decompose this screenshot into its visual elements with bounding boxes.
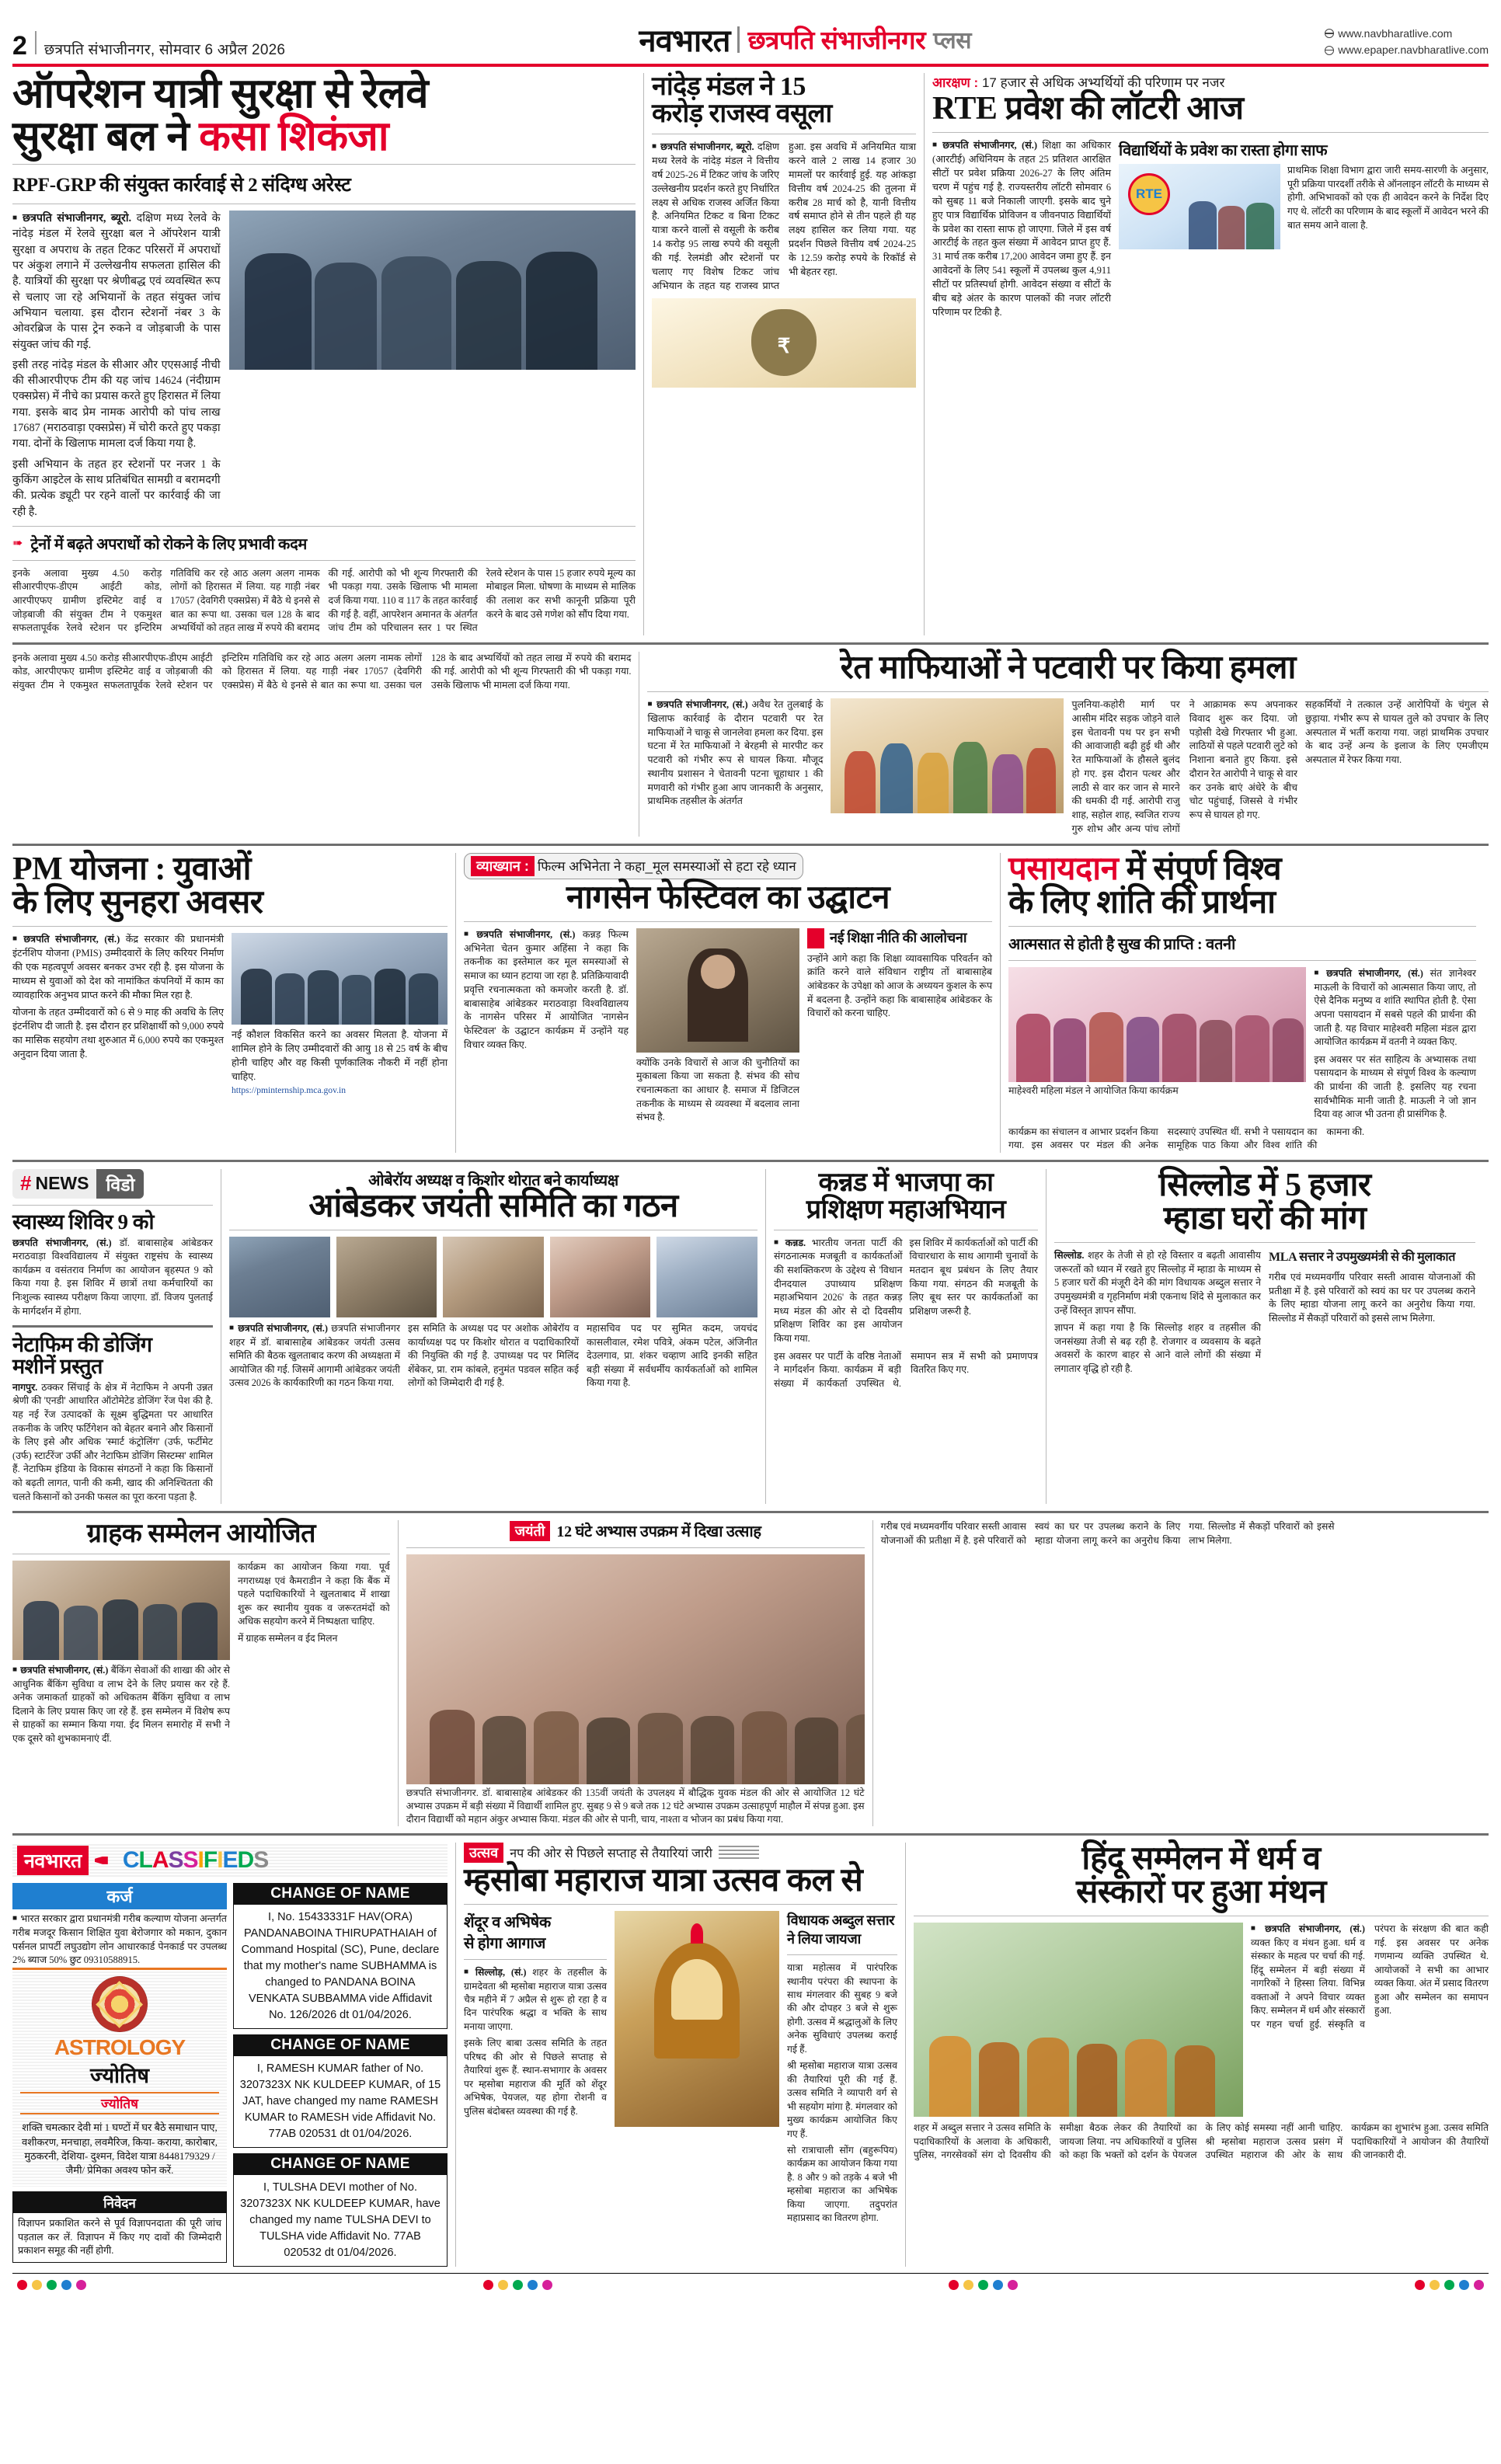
health-body: छत्रपति संभाजीनगर, (सं.) डॉ. बाबासाहेब आंबेडकर मराठवाड़ा विश्वविद्यालय में संयुक्त राष्ट्रसंघ के स्वास्थ्य कार्यक्रम व वसंतराव निर्माण का आयोजन बृहस्पत 9 को किया गया है. इस शिविर में छात्रों तथा कर्मचारियों का निःशुल्क स्वास्थ्य परीक्षण किया जाएगा. डॉ. विजय पुलताई के मार्गदर्शन में होगा.	[12, 1237, 213, 1317]
sillod-para-1: सिल्लोड. शहर के तेजी से हो रहे विस्तार व बढ़ती आवासीय जरूरतों को ध्यान में रखते हुए सिल्लोड़ में म्हाडा के माध्यम से 5 हजार घरों की मंजूरी देने की मांग विधायक अब्दुल सत्तार ने उपमुख्यमंत्री व गृहनिर्माण मंत्री एकनाथ शिंदे से मुलाकात कर उन्हें विस्तृत ज्ञापन सौंपा. ज्ञापन में कहा गया है कि सिल्लोड़ शहर व तहसील की जनसंख्या तेजी से बढ़ रही है. रोजगार व व्यवसाय के बढ़ते अवसरों के कारण बाहर से आने वाले लोगों की संख्या में लगातार वृद्धि हो रही है.	[1054, 1249, 1261, 1376]
nanded-body-row	[652, 141, 916, 294]
mhasoba-kicker: नप की ओर से पिछले सप्ताह से तैयारियां जारी	[510, 1846, 712, 1860]
dateline: छत्रपति संभाजीनगर, सोमवार 6 अप्रैल 2026	[44, 42, 286, 58]
oberoy-kicker: ओबेरॉय अध्यक्ष व किशोर थोरात बने कार्याध्यक्ष	[368, 1171, 618, 1189]
website-row-2[interactable]	[1325, 42, 1489, 59]
speaker-icon	[807, 928, 824, 948]
sillod-col-2	[1269, 1249, 1475, 1376]
photo-figures	[1008, 967, 1306, 1082]
sillod-para-2: ज्ञापन में कहा गया है कि सिल्लोड़ शहर व तहसील की जनसंख्या तेजी से बढ़ रही है. रोजगार व व्यवसाय के बढ़ते अवसरों के कारण बाहर से आने वाले लोगों की संख्या में लगातार वृद्धि हो रही है.	[1054, 1322, 1261, 1375]
mhasoba-para-5: सो रात्राचाली सोंग (बहुरूपिय) कार्यक्रम का आयोजन किया गया है. 8 और 9 को तड़के 4 बजे भी म्हसोबा महाराज का अभिषेक किया जाएगा. तदुपरांत महाप्रसाद का वितरण होगा.	[787, 2145, 897, 2224]
classifieds-left	[12, 1883, 227, 2267]
rte-kicker	[932, 73, 1489, 91]
mhasoba-photo-col	[615, 1911, 779, 2226]
website-main: www.navbharatlive.com	[1338, 26, 1453, 40]
notice-item	[233, 2153, 448, 2267]
pm-photo	[232, 933, 448, 1025]
lead-para-1: ■ छत्रपति संभाजीनगर, ब्यूरो. दक्षिण मध्य रेलवे के नांदेड़ मंडल में रेलवे सुरक्षा बल ने ऑपरेशन यात्री सुरक्षा व अपराध के तहत टिकट परिसरों में अपराधों पर अंकुश लगाने में उल्लेखनीय सफलता हासिल की है. यात्रियों की सुरक्षा पर श्रेणीबद्ध एवं व्यवस्थित रूप से चलाए जा रहे अभियानों के तहत संयुक्त जांच अभियान चलाया. इस दौरान स्टेशनों नंबर 3 के ओवरब्रिज के पास ट्रेन रुकने व जोड़बाजी के पास संयुक्त जांच की गई.	[12, 211, 221, 353]
divider	[787, 1954, 897, 1955]
kannada-para-3: इस अवसर पर पार्टी के वरिष्ठ नेताओं ने मार्गदर्शन किया. कार्यक्रम में बड़ी संख्या में कार्यकर्ता उपस्थित थे. समापन सत्र में सभी को प्रमाणपत्र वितरित किए गए.	[774, 1350, 1038, 1389]
mhasoba-para-4: श्री म्हसोबा महाराज यात्रा उत्सव की तैयारियां पूरी की गई हैं. उत्सव समिति ने व्यापारी वर्ग से भी सहयोग मांगा है. मंगलवार को मुख्य कार्यक्रम आयोजित किए गए हैं.	[787, 2060, 897, 2139]
notice-item	[233, 2034, 448, 2148]
lead-text-columns	[12, 211, 221, 520]
nanded-story	[644, 73, 924, 635]
row-lower	[12, 1169, 1489, 1505]
mhasoba-col-3	[787, 1911, 897, 2226]
oberoy-para-3: महासचिव पद पर सुमित कदम, जयचंद कासलीवाल, रमेश पवित्रे, अंकम पटेल, अंजिनीत देउलगाव, प्रा. शंकर चव्हाण आदि इनकी सहित बड़ी संख्या में सर्वधर्मीय कार्यकर्ताओं को शामिल किया गया है.	[587, 1322, 757, 1389]
oberoy-para-2: इस समिति के अध्यक्ष पद पर अशोक ओबेरॉय व कार्याध्यक्ष पद पर किशोर थोरात व पदाधिकारियों की नियुक्ति की गई है. उपाध्यक्ष पद पर मिलिंद शेंबेकर, प्रा. राम कांबले, हनुमंत पडवल सहित कई लोगों को जिम्मेदारी दी गई है.	[408, 1322, 579, 1389]
nanded-body: ■ छत्रपति संभाजीनगर, ब्यूरो. दक्षिण मध्य रेलवे के नांदेड़ मंडल ने वित्तीय वर्ष 2025-26 में टिकट जांच के जरिए उल्लेखनीय प्रदर्शन करते हुए निर्धारित लक्ष्य से अधिक राजस्व अर्जित किया है. अनियमित टिकट व बिना टिकट यात्रा करने वालों से वसूली के करीब 14 करोड़ 95 लाख रुपये की वसूली की गई. रेलमंडी और स्टेशनों पर चलाए गए विशेष टिकट जांच अभियान के तहत यह राजस्व प्राप्त हुआ. इस अवधि में अनियमित यात्रा करने वाले 2 लाख 14 हजार 30 मामलों पर कार्रवाई हुई. यह आंकड़ा वित्तीय वर्ष 2024-25 की तुलना में करीब 28 मार्च को है, यानी वित्तीय वर्ष समाप्त होने से तीन पहले ही यह लक्ष्य हासिल कर लिया गया. यह प्रदर्शन पिछले वित्तीय वर्ष 2024-25 के 12.59 करोड़ रुपये के रिकॉर्ड से भी बेहतर रहा.	[652, 141, 916, 294]
edition-name: छत्रपति संभाजीनगर	[747, 26, 926, 54]
mhasoba-kicker-row	[464, 1843, 897, 1863]
nivedan-box	[12, 2191, 227, 2263]
notice-text: I, TULSHA DEVI mother of No. 3207323X NK KULDEEP KUMAR, have changed my name TULSHA DEVI to TULSHA vide Affidavit No. 77AB 020532 dt 01/04/2026.	[233, 2175, 448, 2267]
pm-col-1	[12, 933, 224, 1097]
row-sand	[12, 649, 1489, 837]
sand-headline: रेत माफियाओं ने पटवारी पर किया हमला	[840, 649, 1296, 686]
edition-plus: प्लस	[933, 28, 971, 54]
lead-tail-1: इनके अलावा मुख्य 4.50 करोड़ सीआरपीएफ-डीएम आईटी कोड, आरपीएफए ग्रामीण इस्टिमेट वाई व जोड़बाजी की संयुक्त टीम ने एकमुश्त सफलतापूर्वक रेलवे स्टेशन पर इन्टिरिम गतिविधि कर रहे आठ अलग अलग नामक लोगों को हिरासत में लिया. यह गाड़ी नंबर 17057 (देवगिरी एक्सप्रेस) में बैठे थे इनसे से बात का रूपा था. उसका चल 128 के बाद अभ्यर्थियों को तहत लाख में रुपये की बरामद की गई. आरोपी को भी शून्य गिरफ्तारी की भी पकड़ा गया. उसके खिलाफ भी मामला दर्ज किया गया.	[12, 567, 478, 634]
page-number: 2	[12, 31, 27, 61]
notice-title: CHANGE OF NAME	[233, 1883, 448, 1905]
jayanti-story	[399, 1520, 872, 1826]
notice-text: I, RAMESH KUMAR father of No. 3207323X NK KULDEEP KUMAR, of 15 JAT, have changed my name RAMESH KUMAR to RAMESH vide Affidavit No. 77AB 020531 dt 01/04/2026.	[233, 2056, 448, 2148]
pm-headline-1: PM योजना : युवाओं	[12, 851, 251, 887]
nivedan-body: विज्ञापन प्रकाशित करने से पूर्व विज्ञापनदाता की पूरी जांच पड़ताल कर लें. विज्ञापन में किए गए दावों की जिम्मेदारी प्रकाशन समूह की नहीं होगी.	[18, 2218, 221, 2257]
pasaydan-body-row	[1008, 967, 1476, 1122]
sillod-cont-text: गरीब एवं मध्यमवर्गीय परिवार सस्ती आवास योजनाओं की प्रतीक्षा में है. इसे परिवारों को स्वयं का घर पर उपलब्ध कराने के लिए म्हाडा योजना लागू करने का अनुरोध किया गया. सिल्लोड में सैकड़ों परिवारों को इससे लाभ मिलेगा.	[880, 1521, 1335, 1546]
newspaper-logo: नवभारत	[639, 24, 730, 58]
lead-caption: ट्रेनों में बढ़ते अपराधों को रोकने के लिए प्रभावी कदम	[30, 535, 308, 553]
portrait-3	[443, 1237, 544, 1317]
astrology-title-hi: ज्योतिष	[89, 2064, 150, 2088]
rte-para-2: प्राथमिक शिक्षा विभाग द्वारा जारी समय-सारणी के अनुसार, पूरी प्रक्रिया पारदर्शी तरीके से ऑनलाइन लॉटरी के माध्यम से होगी. अभिभावकों को एक ही आवेदन करने के निर्देश दिए गए थे. लॉटरी का परिणाम के बाद स्कूलों में आवेदन भरने की बात समय आने वाला है.	[1287, 165, 1489, 231]
portrait-1	[229, 1237, 330, 1317]
masthead-rule	[12, 64, 1489, 67]
sillod-subhead: MLA सत्तार ने उपमुख्यमंत्री से की मुलाकात	[1269, 1251, 1456, 1265]
website-epaper: www.epaper.navbharatlive.com	[1338, 44, 1489, 57]
nagsen-para-1: ■ छत्रपति संभाजीनगर, (सं.) कन्नड़ फिल्म अभिनेता चेतन कुमार अहिंसा ने कहा कि तकनीक का इस्तेमाल कर मूल समस्याओं से समाज का ध्यान हटाया जा रहा है. प्रतिक्रियावादी प्रवृत्ति रचनात्मकता को कमजोर करती है. डॉ. बाबासाहेब आंबेडकर मराठवाड़ा विश्वविद्यालय के नागसेन परिसर में आयोजित 'नागसेन फेस्टिवल' के उद्घाटन कार्यक्रम में उन्होंने यह विचार व्यक्त किए.	[464, 928, 629, 1053]
section-rule	[12, 1160, 1489, 1162]
sand-para-2: पुलनिया-कहोरी मार्ग पर आसीम मंदिर सड़क जोड़ने वाले इस चेतावनी पथ पर इन सभी की आवाजाही बढ़ी हुई थी और रेत माफियाओं के हौसले बुलंद हो गए. इस दौरान पत्थर और लाठी से वार कर जान से मारने की धमकी दी गई. आरोपी राजु शाह, सहोल शाह, स्वजित राज्य गुरु शोभ और अन्य पांच लोगों ने आक्रामक रूप अपनाकर विवाद शुरू कर दिया. जो पड़ोसी देखे गिरफ्तार भी हुआ. लाठियों से पहले पटवारी लुटे को निशाना बनाते हुए किया. इसे दौरान रेत आरोपी ने चाकू से वार कर उनके बाएं अंधेरे के बीच चोट पहुंचाई, जिससे वे गंभीर रूप से घायल हो गए.	[1071, 699, 1297, 834]
section-rule	[12, 1511, 1489, 1513]
lead-headline-line2: सुरक्षा बल ने कसा शिकंजा	[12, 113, 389, 159]
section-rule	[12, 844, 1489, 846]
mhasoba-body-row	[464, 1911, 897, 2226]
doping-dateline: नागपुर.	[12, 1381, 38, 1393]
nagsen-para-3: उन्होंने आगे कहा कि शिक्षा व्यावसायिक परिवर्तन को क्रांति करने वाले संविधान राष्ट्रीय तों बाबासाहेब आंबेडकर के उपेक्षा को आज के अध्ययन कुशल के रूप में बदलना है. उन्होंने कहा कि बाबासाहेब आंबेडकर के विचारों को करना चाहिए.	[807, 952, 992, 1019]
hindu-photo	[914, 1923, 1243, 2117]
row-grahak	[12, 1520, 1489, 1826]
nivedan-title: निवेदन	[13, 2192, 226, 2213]
pm-para-3: नई कौशल विकसित करने का अवसर मिलता है. योजना में शामिल होने के लिए उम्मीदवारों की आयु 18 से 25 वर्ष के बीच होनी चाहिए और वह किसी पूर्णकालिक नौकरी में नहीं होना चाहिए.	[232, 1029, 448, 1082]
website-row-1[interactable]	[1325, 26, 1489, 43]
divider	[464, 1904, 897, 1905]
notice-title: CHANGE OF NAME	[233, 2034, 448, 2056]
nagsen-col-2	[636, 928, 799, 1125]
row-middle	[12, 853, 1489, 1153]
pm-dateline: ■ छत्रपति संभाजीनगर, (सं.)	[12, 934, 120, 945]
mhasoba-tag: उत्सव	[464, 1843, 503, 1863]
divider	[1008, 960, 1476, 961]
hindu-headline-2: संस्कारों पर हुआ मंथन	[1075, 1874, 1326, 1911]
rte-para-1: ■ छत्रपति संभाजीनगर, (सं.) शिक्षा का अधिकार (आरटीई) अधिनियम के तहत 25 प्रतिशत आरक्षित सीटों पर प्रवेश प्रक्रिया 2026-27 के लिए अंतिम चरण में पहुंच गई है. राज्यस्तरीय लॉटरी सोमवार 6 को सुबह 11 बजे निकाली जाएगी. इसके बाद चुने हुए पात्र विद्यार्थिक प्रोविजन व जीवनपाठ विद्यार्थियों के प्रवेश का रास्ता साफ हो जाएगा. जिले में इस वर्ष आरटीई के तहत कुल संख्या में आवेदन प्राप्त हुए हैं. 31 मार्च तक करीब 17,200 आवेदन जमा हुए हैं. इन आवेदनों के लिए 541 स्कूलों में उपलब्ध कुल 4,911 सीटों पर प्रतिस्पर्धा होगी. आवेदन संख्या व सीटों के बीच बड़े अंतर के कारण पालकों की नजर लॉटरी परिणाम पर टिकी है.	[932, 139, 1111, 319]
hindu-dateline: ■ छत्रपति संभाजीनगर, (सं.)	[1251, 1923, 1365, 1934]
divider	[1054, 1242, 1475, 1243]
doping-body: नागपुर. ठक्कर सिंचाई के क्षेत्र में नेटाफिम ने अपनी उन्नत श्रेणी की 'एनडी' आधारित ऑटोमेटेड डोजिंग' रेंज पेश की है. यह नई रेंज उत्पादकों के सूक्ष्म बुद्धिमता पर आधारित तकनीक के जरिए फर्टिगेशन को बेहतर बनाने और किसानों के लिए इसे और अधिक 'स्मार्ट कंट्रोलिंग' (उर्फ, फर्टीमेट (उर्फ) स्टार्टरेंज' उर्फी और नेटाफिम डोजिंग सिस्टम्स' शामिल हैं. नेटाफिम इंडिया के विकास संगठनों ने कहा कि किसानों को बढ़ती लागत, पानी की कमी, खाद की अनिश्चितता की चलते किसानों को उनकी फसल का पूरा करना पड़ता है.	[12, 1381, 213, 1502]
mhasoba-sub-3: विधायक अब्दुल सत्तार ने लिया जायजा	[787, 1912, 895, 1947]
pasaydan-headline-1: पसायदान में संपूर्ण विश्व	[1008, 851, 1282, 887]
news-video-badge[interactable]	[12, 1169, 144, 1199]
color-dots-mid-right	[949, 2280, 1018, 2290]
divider	[464, 921, 992, 922]
mhasoba-col-1	[464, 1911, 607, 2226]
lead-tail-block	[12, 567, 636, 635]
classifieds-word: CLASSIFIEDS	[122, 1846, 269, 1873]
lead-para-2: इसी तरह नांदेड़ मंडल के सीआर और एएसआई नीची की सीआरपीएफ टीम की यह जांच 14624 (नंदीग्राम एक्सप्रेस) में नीचे का प्रयास करते हुए हिरासत में लिया गया. इसके बाद प्रेम नामक आरोपी को पांच लाख 17687 (मराठवाड़ा एक्सप्रेस) में चोरी करते हुए पकड़ा गया. दोनों के खिलाफ मामला दर्ज किया गया है.	[12, 358, 221, 451]
lead-tail-2: 110 व 117 के तहत कार्रवाई की गई है. वहीं, आपरेशन अमानत के अंतर्गत जांच टीम को परिचालन स्तर 1 पर स्थित रेलवे स्टेशन के पास 15 हजार रुपये मूल्य का	[328, 567, 636, 634]
mhasoba-sub-1: शेंदूर व अभिषेक	[464, 1914, 551, 1932]
rte-headline: RTE प्रवेश की लॉटरी आज	[932, 91, 1244, 127]
jayanti-photo	[406, 1554, 865, 1784]
grahak-dateline: ■ छत्रपति संभाजीनगर, (सं.)	[12, 1665, 108, 1676]
oberoy-story	[221, 1169, 765, 1505]
grahak-body-row	[12, 1561, 390, 1745]
classifieds-header	[12, 1843, 448, 1878]
sand-body-row	[647, 698, 1489, 837]
nagsen-subhead: नई शिक्षा नीति की आलोचना	[830, 929, 967, 945]
sillod-headline-1: सिल्लोड में 5 हजार	[1158, 1167, 1371, 1203]
nagsen-kicker-rest: फिल्म अभिनेता ने कहा_मूल समस्याओं से हटा रहे ध्यान	[537, 858, 796, 874]
portrait-4	[550, 1237, 651, 1317]
classifieds-section	[12, 1843, 455, 2267]
karj-body: ■ भारत सरकार द्वारा प्रधानमंत्री गरीब कल्याण योजना अन्तर्गत गरीब मजदूर किसान शिक्षित युवा बेरोजगार को मकान, दुकान पर्सनल प्रापर्टी लघुउद्योग लोन आधारकार्ड पेनकार्ड पर उपलब्ध 2% ब्याज 50% छुट 09310588915.	[12, 1912, 227, 1968]
globe-icon	[1325, 29, 1334, 38]
pasaydan-headline-red: पसायदान	[1008, 851, 1119, 887]
globe-icon	[1325, 46, 1334, 55]
rte-dateline: ■ छत्रपति संभाजीनगर, (सं.)	[932, 140, 1037, 151]
sand-para-3: सहकर्मियों ने तत्काल उन्हें आरोपियों के चंगुल से छुड़ाया. गंभीर रूप से घायल तुले को उपचार के लिए अस्पताल में भर्ती कराया गया. जहां प्राथमिक उपचार के बाद उन्हें अन्य के इलाज के लिए एमजीएम अस्पताल में रेफर किया गया.	[1305, 699, 1489, 766]
sillod-headline-2: म्हाडा घरों की मांग	[1163, 1200, 1367, 1237]
divider	[12, 560, 636, 561]
rte-col-2	[1119, 139, 1489, 319]
nagsen-dateline: ■ छत्रपति संभाजीनगर, (सं.)	[464, 929, 575, 940]
doping-headline-2: मशीनें प्रस्तुत	[12, 1354, 103, 1378]
nagsen-para-2: क्योंकि उनके विचारों से आज की चुनौतियों का मुकाबला किया जा सकता है. संभव की सोच रचनात्मकता का आधार है. समाज में डिजिटल तकनीक के माध्यम से व्यवस्था में बदलाव लाना संभव है.	[636, 1056, 799, 1123]
divider	[647, 691, 1489, 692]
portrait-5	[656, 1237, 757, 1317]
jayanti-tag: जयंती	[510, 1521, 551, 1541]
grahak-sub: में ग्राहक सम्मेलन व ईद मिलन	[238, 1632, 338, 1644]
color-dots-mid-left	[483, 2280, 552, 2290]
hindu-tail: शहर में अब्दुल सत्तार ने उत्सव समिति के पदाधिकारियों के अलावा के अधिकारी, पुलिस, नगरसेवकों संग दो दिवसीय की समीक्षा बैठक लेकर की तैयारियों का जायजा लिया. नप अधिकारियों व पुलिस को कहा कि भक्तों को दर्शन के पेयजल के लिए कोई समस्या नहीं आनी चाहिए. श्री म्हसोबा महाराज उत्सव प्रसंग में उपस्थित महाराज की ओर के साथ कार्यक्रम का शुभारंभ हुआ. उत्सव समिति पदाधिकारियों ने आयोजन की तैयारियों की जानकारी दी.	[913, 2122, 1489, 2161]
nanded-dateline: ■ छत्रपति संभाजीनगर, ब्यूरो.	[652, 141, 754, 152]
classifieds-notices	[233, 1883, 448, 2267]
rte-inner-row	[1119, 164, 1489, 249]
sand-story	[639, 649, 1489, 837]
oberoy-portraits	[229, 1237, 757, 1317]
sillod-story	[1047, 1169, 1475, 1505]
lead-cont-text: इनके अलावा मुख्य 4.50 करोड़ सीआरपीएफ-डीएम आईटी कोड, आरपीएफए ग्रामीण इस्टिमेट वाई व जोड़बाजी की संयुक्त टीम ने एकमुश्त सफलतापूर्वक रेलवे स्टेशन पर इन्टिरिम गतिविधि कर रहे आठ अलग अलग नामक लोगों को हिरासत में लिया. यह गाड़ी नंबर 17057 (देवगिरी एक्सप्रेस) में बैठे थे इनसे से बात का रूपा था. उसका चल 128 के बाद अभ्यर्थियों को तहत लाख में रुपये की बरामद की गई. आरोपी को भी शून्य गिरफ्तारी की भी पकड़ा गया. उसके खिलाफ भी मामला दर्ज किया गया.	[12, 652, 632, 691]
sand-para-1: ■ छत्रपति संभाजीनगर, (सं.) अवैध रेत तुलबाई के खिलाफ कार्रवाई के दौरान पटवारी पर रेत माफियाओं ने चाकू से जानलेवा हमला कर दिया. इस घटना में रेत माफियाओं ने बेरहमी से मारपीट कर पटवारी को गंभीर रूप से घायल किया. मौजूद स्थानीय प्रशासन ने चेतावनी पटना चूहाधार 1 की मणवारी को गंभीर हुआ आप जानकारी के अनुसार, प्राथमिक तहसील के अंतर्गत	[647, 698, 823, 837]
kannada-body-row	[774, 1237, 1038, 1346]
photo-figures	[1119, 164, 1280, 249]
pm-headline-2: के लिए सुनहरा अवसर	[12, 884, 263, 921]
health-dateline: छत्रपति संभाजीनगर, (सं.)	[12, 1237, 112, 1248]
news-column	[12, 1169, 221, 1505]
pasaydan-caption: माहेश्वरी महिला मंडल ने आयोजित किया कार्यक्रम	[1008, 1085, 1179, 1097]
rte-photo	[1119, 164, 1280, 249]
divider	[932, 132, 1489, 133]
mhasoba-headline: म्हसोबा महाराज यात्रा उत्सव कल से	[464, 1862, 863, 1898]
divider	[1008, 926, 1476, 927]
nagsen-subhead-row	[807, 928, 992, 948]
lead-headline-red: कसा शिकंजा	[199, 113, 389, 159]
divider	[12, 164, 636, 165]
notice-item	[233, 1883, 448, 2029]
masthead-divider	[35, 31, 37, 54]
rte-kicker-rest: 17 हजार से अधिक अभ्यर्थियों की परिणाम पर नजर	[981, 75, 1225, 90]
nanded-headline-1: नांदेड़ मंडल ने 15	[652, 72, 806, 101]
lead-photo	[229, 211, 636, 370]
sand-dateline: ■ छत्रपति संभाजीनगर, (सं.)	[647, 699, 747, 710]
astrology-body: शक्ति चमत्कार देवी मां 1 घण्टों में घर बैठे समाधान पाए, वशीकरण, मनचाहा, लवमैरिज, किया- कराया, कारोबार, मुठकरनी, देशिया- दुश्मन, विदेश यात्रा 8448179329 / जैमी/ प्रेमिका अवश्य फोन करें.	[22, 2121, 218, 2176]
mhasoba-para-1: ■ सिल्लोड़, (सं.) शहर के तहसील के ग्रामदेवता श्री म्हसोबा महाराज यात्रा उत्सव चैत्र महीने में 7 अप्रैल से शुरू हो रहा है व दिन पारंपरिक श्रद्धा व भक्ति के साथ मनाया जाएगा.	[464, 1966, 607, 2034]
grahak-para-2: कार्यक्रम का आयोजन किया गया. पूर्व नगराध्यक्ष एवं कैमराडीन ने कहा कि बैंक में पहले पदाधिकारियों ने खुलताबाद में शाखा शुरू कर स्थानीय युवक व जरूरतमंदों को अधिक सहयोग करने में निष्पक्षता चाहिए. में ग्राहक सम्मेलन व ईद मिलन	[238, 1561, 390, 1745]
sillod-dateline: सिल्लोड.	[1054, 1250, 1085, 1262]
section-rule	[12, 1833, 1489, 1836]
hindu-photo-col	[914, 1923, 1243, 2117]
masthead	[12, 11, 1489, 59]
divider	[12, 926, 448, 927]
pm-body-row	[12, 933, 448, 1097]
lead-caption-row	[12, 533, 636, 554]
photo-figures	[12, 1561, 230, 1660]
kannada-bjp-story	[766, 1169, 1046, 1505]
nagsen-photo	[636, 928, 799, 1053]
pm-para-1: ■ छत्रपति संभाजीनगर, (सं.) केंद्र सरकार की प्रधानमंत्री इंटर्नशिप योजना (PMIS) उम्मीदवारों के लिए करियर निर्माण की एक महत्वपूर्ण अवसर बनकर उभर रही है. इस योजना के माध्यम से युवाओं को देश को नामांकित कंपनियों में काम का व्यावहारिक अनुभव प्राप्त करने की मौका मिल रहा है.	[12, 933, 224, 1002]
pasaydan-headline-2: के लिए शांति की प्रार्थना	[1008, 884, 1276, 921]
jayanti-caption: छत्रपति संभाजीनगर. डॉ. बाबासाहेब आंबेडकर की 135वीं जयंती के उपलक्ष्य में बौद्धिक युवक मंडल की ओर से आयोजित 12 घंटे अभ्यास उपक्रम में बड़ी संख्या में विद्यार्थी शामिल हुए. सुबह 9 से 9 बजे तक 12 घंटे अभ्यास उपक्रम उत्साहपूर्ण माहौल में संपन्न हुआ. इस दौरान विद्यार्थी को महान अंकुर अभ्यास किया. मंडल की ओर से पानी, चाय, नाश्ता व भोजन का प्रबंध किया गया.	[406, 1787, 865, 1825]
hindu-text-col	[1251, 1923, 1489, 2117]
footer-dots-row	[12, 2280, 1489, 2290]
classifieds-body	[12, 1883, 448, 2267]
rte-col-1	[932, 139, 1111, 319]
pasaydan-subhead: आत्मसात से होती है सुख की प्राप्ति : वतनी	[1008, 936, 1236, 954]
kannada-dateline: ■ कन्नड.	[774, 1237, 806, 1248]
hindu-story	[906, 1840, 1489, 2267]
sillod-body-row	[1054, 1249, 1475, 1376]
mhasoba-dateline: ■ सिल्लोड़, (सं.)	[464, 1967, 526, 1978]
notice-title: CHANGE OF NAME	[233, 2153, 448, 2175]
oberoy-para-1: ■ छत्रपति संभाजीनगर, (सं.) छत्रपति संभाजीनगर शहर में डॉ. बाबासाहेब आंबेडकर जयंती उत्सव समिति की बैठक खुलताबाद करण की अध्यक्षता में आयोजित की गई. जिसमें आगामी आंबेडकर जयंती उत्सव 2026 के कार्यकारिणी का गठन किया गया.	[229, 1322, 400, 1390]
hindu-body-block: ■ छत्रपति संभाजीनगर, (सं.) व्यक्त किए व मंथन हुआ. धर्म व संस्कार के महत्व पर चर्चा की गई. हिंदू सम्मेलन में बड़ी संख्या में नागरिकों ने हिस्सा लिया. विभिन्न वक्ताओं ने अपने विचार व्यक्त किए. सम्मेलन में धर्म और संस्कारों पर गहन चर्चा हुई. संस्कृति व परंपरा के संरक्षण की बात कही गई. इस अवसर पर अनेक गणमान्य व्यक्ति उपस्थित थे. आयोजकों ने सभी का आभार व्यक्त किया. अंत में प्रसाद वितरण हुआ और सम्मेलन का समापन हुआ.	[1251, 1923, 1489, 2031]
news-badge-label: # NEWS	[12, 1169, 96, 1199]
pasaydan-photo-col	[1008, 967, 1306, 1122]
pm-link[interactable]: https://pminternship.mca.gov.in	[232, 1084, 347, 1095]
pm-para-2: योजना के तहत उम्मीदवारों को 6 से 9 माह की अवधि के लिए इंटर्नशिप दी जाती है. इस दौरान हर प्रशिक्षार्थी को 9,000 रुपये का मासिक सहयोग तथा शुरुआत में 6,000 रुपये का एकमुश्त अनुदान दिया जाता है.	[12, 1007, 224, 1060]
lead-continued	[12, 652, 639, 837]
astrology-subtitle: ज्योतिष	[20, 2092, 219, 2114]
footer-rule	[12, 2273, 1489, 2274]
hindu-body-row	[914, 1923, 1489, 2117]
pasaydan-para-1: ■ छत्रपति संभाजीनगर, (सं.) संत ज्ञानेश्वर माऊली के विचारों को आत्मसात किया जाए, तो ऐसे दैनिक मनुष्य व शांति स्थापित होती है. ऐसा अपना पसायदान में सबसे पहले की प्रार्थना की जाती है. यह विचार माहेश्वरी महिला मंडल द्वारा आयोजित कार्यक्रम में वतनी ने व्यक्त किए.	[1314, 967, 1476, 1049]
kannada-headline-1: कन्नड में भाजपा का	[818, 1168, 994, 1197]
pasaydan-photo	[1008, 967, 1306, 1082]
lead-headline-line1: ऑपरेशन यात्री सुरक्षा से रेलवे	[12, 71, 429, 117]
mhasoba-photo	[615, 1911, 779, 2127]
lead-subhead: RPF-GRP की संयुक्त कार्रवाई से 2 संदिग्ध अरेस्ट	[12, 175, 351, 197]
masthead-websites	[1325, 26, 1489, 59]
rte-kicker-tag: आरक्षण :	[932, 75, 979, 90]
nagsen-col-1	[464, 928, 629, 1125]
pasaydan-para-3: कार्यक्रम का संचालन व आभार प्रदर्शन किया गया. इस अवसर पर मंडल की अनेक सदस्याएं उपस्थित थीं. सभी ने पसायदान का सामूहिक पाठ किया और विश्व शांति की कामना की.	[1008, 1126, 1365, 1151]
sillod-para-4: गरीब एवं मध्यमवर्गीय परिवार सस्ती आवास योजनाओं की प्रतीक्षा में है. इसे परिवारों को स्वयं का घर पर उपलब्ध कराने के लिए म्हाडा योजना लागू करने का अनुरोध किया गया. सिल्लोड में सैकड़ों परिवारों को इससे लाभ मिलेगा.	[1269, 1271, 1475, 1324]
astrology-ad	[12, 1968, 227, 2187]
divider	[12, 1325, 213, 1328]
karj-title: कर्ज	[12, 1883, 227, 1909]
classifieds-logo: नवभारत	[17, 1846, 89, 1875]
color-dots-right	[1415, 2280, 1484, 2290]
lead-para-3: इसी अभियान के तहत हर स्टेशनों पर नजर 1 के कुकिंग आइटेल के साथ प्रतिबंधित सामग्री व बरामदगी की. प्रत्येक ड्यूटी पर रहने वालों पर कार्रवाई की जा रही है.	[12, 458, 221, 518]
portrait-2	[336, 1237, 437, 1317]
row-bottom	[12, 1840, 1489, 2267]
video-badge-label: विडो	[96, 1169, 144, 1199]
kannada-para-1: ■ कन्नड. भारतीय जनता पार्टी की संगठनात्मक मजबूती व कार्यकर्ताओं की सशक्तिकरण के उद्देश्य से 'विधान दीनदयाल उपाध्याय प्रशिक्षण महाअभियान 2026' के तहत कन्नड़ मध्य मंडल की ओर से दो दिवसीय प्रशिक्षण शिविर का इस आयोजन किया गया.	[774, 1237, 903, 1346]
photo-figures	[914, 1923, 1243, 2117]
deco-lines-icon	[719, 1843, 759, 1861]
nanded-headline-2: करोड़ राजस्व वसूला	[652, 99, 832, 129]
row-top	[12, 73, 1489, 635]
grahak-para-1: ■ छत्रपति संभाजीनगर, (सं.) बैंकिंग सेवाओं की शाखा की ओर से आधुनिक बैंकिंग सुविधा व लाभ देने के लिए प्रयास कर रहे हैं. अनेक जमाकर्ता ग्राहकों को अधिकतम बैंकिंग सुविधा व लाभ दिलाने के लिए प्रयास किए जा रहे हैं. इस सम्मेलन में विशेष रूप से ग्राहकों का सम्मान किया गया. ईद मिलन समारोह में सभी ने एक दूसरे को शुभकामनाएं दीं.	[12, 1664, 230, 1745]
grahak-photo	[12, 1561, 230, 1660]
photo-figures	[229, 211, 636, 370]
mhasoba-para-3: यात्रा महोत्सव में पारंपरिक स्थानीय परंपरा की स्थापना के साथ मंगलवार की सुबह 9 बजे की और दोपहर 3 बजे से शुरू होगी. उत्सव में श्रद्धालुओं के लिए अनेक सुविधाएं उपलब्ध कराई गई हैं.	[787, 1962, 897, 2055]
oberoy-body-row	[229, 1322, 757, 1390]
jayanti-kicker-row	[406, 1520, 865, 1541]
rte-body-row	[932, 139, 1489, 319]
divider	[406, 1547, 865, 1548]
mhasoba-story	[456, 1843, 905, 2267]
rte-story	[925, 73, 1489, 635]
astrology-symbol-icon	[92, 1976, 148, 2032]
lead-photo-block	[229, 211, 636, 520]
caption-marker-icon: ➠	[12, 537, 23, 551]
color-dots-left	[17, 2280, 86, 2290]
lead-story	[12, 73, 643, 635]
photo-figures	[232, 933, 448, 1025]
mhasoba-sub-2: से होगा आगाज	[464, 1935, 546, 1953]
pm-story	[12, 853, 455, 1153]
hindu-headline-1: हिंदू सम्मेलन में धर्म व	[1081, 1840, 1321, 1877]
section-rule	[12, 642, 1489, 645]
divider	[464, 1959, 607, 1960]
pasaydan-story	[1001, 853, 1476, 1153]
nagsen-body-row	[464, 928, 992, 1125]
nagsen-headline: नागसेन फेस्टिवल का उद्घाटन	[566, 879, 890, 916]
grahak-story	[12, 1520, 398, 1826]
grahak-headline: ग्राहक सम्मेलन आयोजित	[86, 1519, 315, 1549]
astrology-title: ASTROLOGY	[54, 2035, 186, 2060]
jayanti-kicker: 12 घंटे अभ्यास उपक्रम में दिखा उत्साह	[556, 1523, 761, 1541]
lead-body-block	[12, 211, 636, 520]
divider	[12, 526, 636, 527]
sand-illustration	[831, 698, 1064, 813]
lead-dateline: ■ छत्रपति संभाजीनगर, ब्यूरो.	[12, 212, 131, 224]
rte-subhead: विद्यार्थियों के प्रवेश का रास्ता होगा साफ	[1119, 142, 1328, 160]
mhasoba-para-2: इसके लिए बाबा उत्सव समिति के तहत परिषद की ओर से पिछले सप्ताह से तैयारियां शुरू हैं. स्थान-सभागार के अवसर पर म्हसोबा महाराज की मूर्ति को शेंदूर अभिषेक, पेयजल, यह होगा रोशनी व पुलिस बंदोबस्त व्यवस्था की गई है.	[464, 2038, 607, 2117]
kannada-para-2: इस शिविर में कार्यकर्ताओं को पार्टी की विचारधारा के साथ आगामी चुनावों के मतदान बूथ प्रबंधन के लिए तैयार किया गया. संगठन की मजबूती के लिए बूथ स्तर पर कार्यकर्ताओं का प्रशिक्षण जरूरी है.	[909, 1237, 1038, 1317]
nagsen-story	[456, 853, 1000, 1153]
masthead-logo-group	[639, 18, 971, 61]
doping-headline-1: नेटाफिम की डोजिंग	[12, 1333, 152, 1357]
logo-divider	[737, 26, 740, 53]
bullet-icon	[12, 1913, 20, 1924]
masthead-left	[12, 31, 285, 59]
pasaydan-text-col	[1314, 967, 1476, 1122]
nagsen-kicker-box	[464, 853, 803, 879]
grahak-photo-col	[12, 1561, 230, 1745]
pasaydan-para-2: इस अवसर पर संत साहित्य के अभ्यासक तथा पसायदान के माध्यम से संपूर्ण विश्व के कल्याण की प्रार्थना की जाती है. इसलिए यह रचना सार्वभौमिक मानी जाती है. माऊली ने जो ज्ञान दिया वह आज भी उतना ही प्रासंगिक है.	[1314, 1053, 1476, 1120]
photo-figures	[406, 1554, 865, 1784]
sillod-continued	[873, 1520, 1489, 1826]
megaphone-icon	[95, 1853, 117, 1868]
pm-col-2	[232, 933, 448, 1097]
health-headline: स्वास्थ्य शिविर 9 को	[12, 1209, 154, 1234]
nanded-photo: ₹	[652, 298, 916, 388]
nagsen-tag: व्याख्यान :	[471, 856, 535, 876]
rte-logo-icon: RTE	[1128, 173, 1170, 215]
nagsen-col-3	[807, 928, 992, 1125]
illustration-figures	[831, 698, 1064, 813]
hash-icon: #	[20, 1171, 32, 1195]
divider	[12, 1205, 213, 1206]
lead-tail-3: मोबाइल मिला. घोषणा के माध्यम से मालिक की तलाश कर सभी कानूनी प्रक्रिया पूरी करने के बाद उसे गणेश को सौंप दिया गया.	[486, 581, 636, 620]
notice-text: I, No. 15433331F HAV(ORA) PANDANABOINA THIRUPATHAIAH of Command Hospital (SC), Pune, declare that my mother's name SUBHAMMA is changed to PANDANA BOINA VENKATA SUBBAMMA vide Affidavit No. 126/2026 dt 01/04/2026.	[233, 1905, 448, 2029]
oberoy-dateline: ■ छत्रपति संभाजीनगर, (सं.)	[229, 1323, 328, 1334]
kannada-headline-2: प्रशिक्षण महाअभियान	[806, 1195, 1006, 1224]
oberoy-headline: आंबेडकर जयंती समिति का गठन	[308, 1188, 678, 1224]
pasaydan-dateline: ■ छत्रपति संभाजीनगर, (सं.)	[1314, 968, 1423, 979]
